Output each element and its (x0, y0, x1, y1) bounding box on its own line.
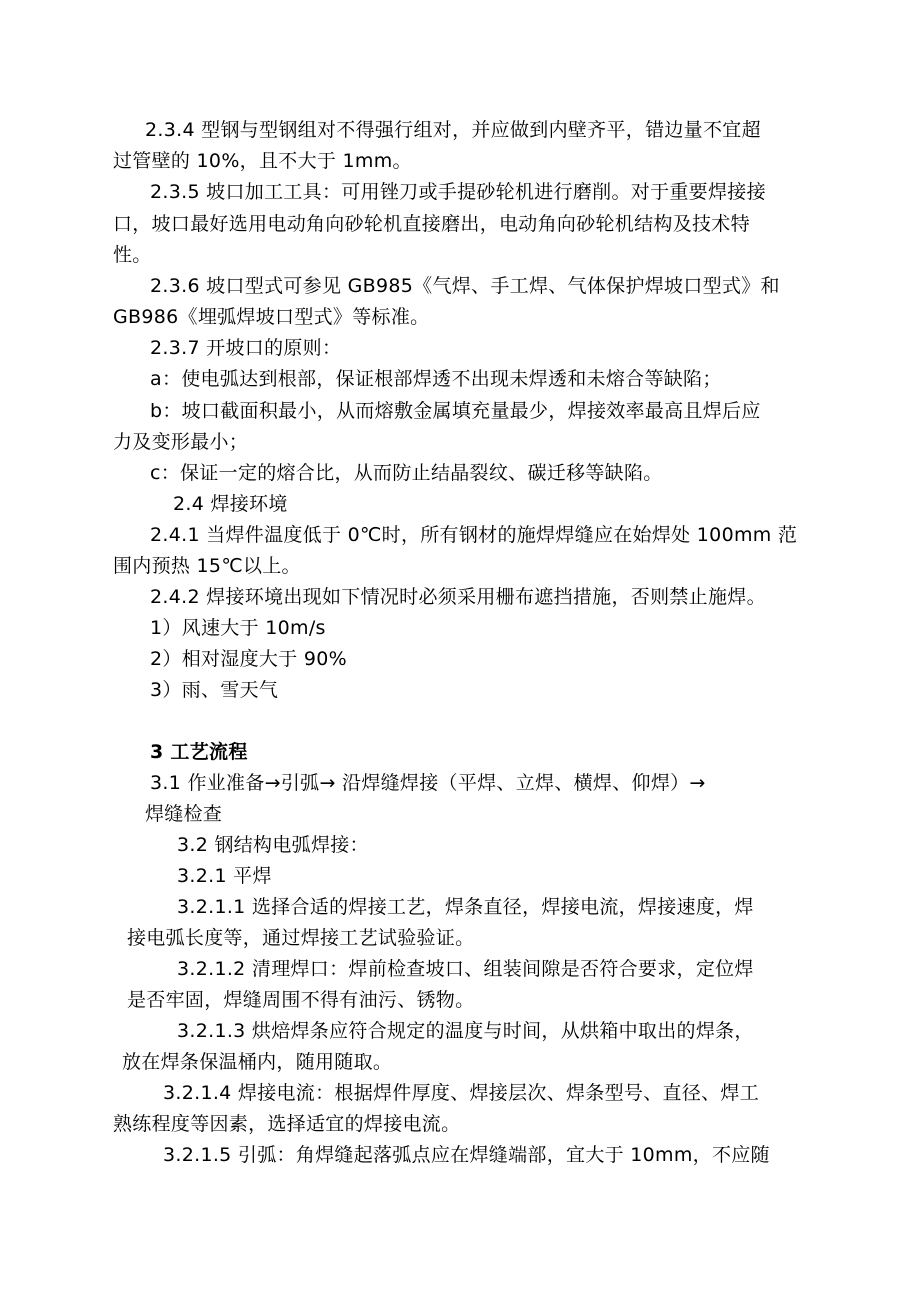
section-heading: 3.2 钢结构电弧焊接： (177, 834, 369, 856)
text-line: 是否牢固，焊缝周围不得有油污、锈物。 (127, 989, 475, 1011)
text-line: a：使电弧达到根部，保证根部焊透不出现未焊透和未熔合等缺陷； (150, 368, 722, 390)
text-line: 2.4.1 当焊件温度低于 0℃时，所有钢材的施焊焊缝应在始焊处 100mm 范 (150, 524, 798, 546)
text-line: 熟练程度等因素，选择适宜的焊接电流。 (113, 1113, 461, 1135)
text-line: 2.3.5 坡口加工工具：可用锉刀或手提砂轮机进行磨削。对于重要焊接接 (150, 181, 766, 203)
text-line: 力及变形最小； (113, 431, 249, 453)
text-line: 2.3.7 开坡口的原则： (150, 337, 342, 359)
section-heading: 2.4 焊接环境 (173, 493, 288, 515)
text-line: b：坡口截面积最小，从而熔敷金属填充量最少，焊接效率最高且焊后应 (150, 400, 761, 422)
text-line: 3.2.1.3 烘焙焊条应符合规定的温度与时间，从烘箱中取出的焊条， (177, 1020, 754, 1042)
text-line: 焊缝检查 (145, 803, 223, 825)
text-line: 3.2.1.5 引弧：角焊缝起落弧点应在焊缝端部，宜大于 10mm，不应随 (163, 1144, 770, 1166)
list-item: 2）相对湿度大于 90% (150, 648, 347, 670)
text-line: 3.2.1.2 清理焊口：焊前检查坡口、组装间隙是否符合要求，定位焊 (177, 958, 754, 980)
text-line: GB986《埋弧焊坡口型式》等标准。 (113, 306, 430, 328)
text-line: 2.4.2 焊接环境出现如下情况时必须采用栅布遮挡措施，否则禁止施焊。 (150, 586, 766, 608)
text-line: 性。 (113, 244, 152, 266)
text-line: 过管壁的 10%，且不大于 1mm。 (113, 150, 412, 172)
list-item: 3）雨、雪天气 (150, 679, 279, 701)
section-heading: 3.2.1 平焊 (177, 865, 272, 887)
text-line: 口，坡口最好选用电动角向砂轮机直接磨出，电动角向砂轮机结构及技术特 (113, 213, 750, 235)
text-line: 围内预热 15℃以上。 (113, 555, 301, 577)
text-line: 接电弧长度等，通过焊接工艺试验验证。 (127, 927, 475, 949)
text-line: 2.3.6 坡口型式可参见 GB985《气焊、手工焊、气体保护焊坡口型式》和 (150, 275, 780, 297)
text-line: 3.1 作业准备→引弧→ 沿焊缝焊接（平焊、立焊、横焊、仰焊）→ (150, 772, 706, 794)
text-line: 3.2.1.1 选择合适的焊接工艺，焊条直径，焊接电流，焊接速度，焊 (177, 896, 754, 918)
list-item: 1）风速大于 10m/s (150, 617, 326, 639)
section-heading: 3 工艺流程 (150, 741, 248, 763)
text-line: c：保证一定的熔合比，从而防止结晶裂纹、碳迁移等缺陷。 (150, 462, 663, 484)
text-line: 2.3.4 型钢与型钢组对不得强行组对，并应做到内壁齐平，错边量不宜超 (145, 119, 761, 141)
text-line: 放在焊条保温桶内，随用随取。 (122, 1051, 393, 1073)
text-line: 3.2.1.4 焊接电流：根据焊件厚度、焊接层次、焊条型号、直径、焊工 (163, 1082, 760, 1104)
